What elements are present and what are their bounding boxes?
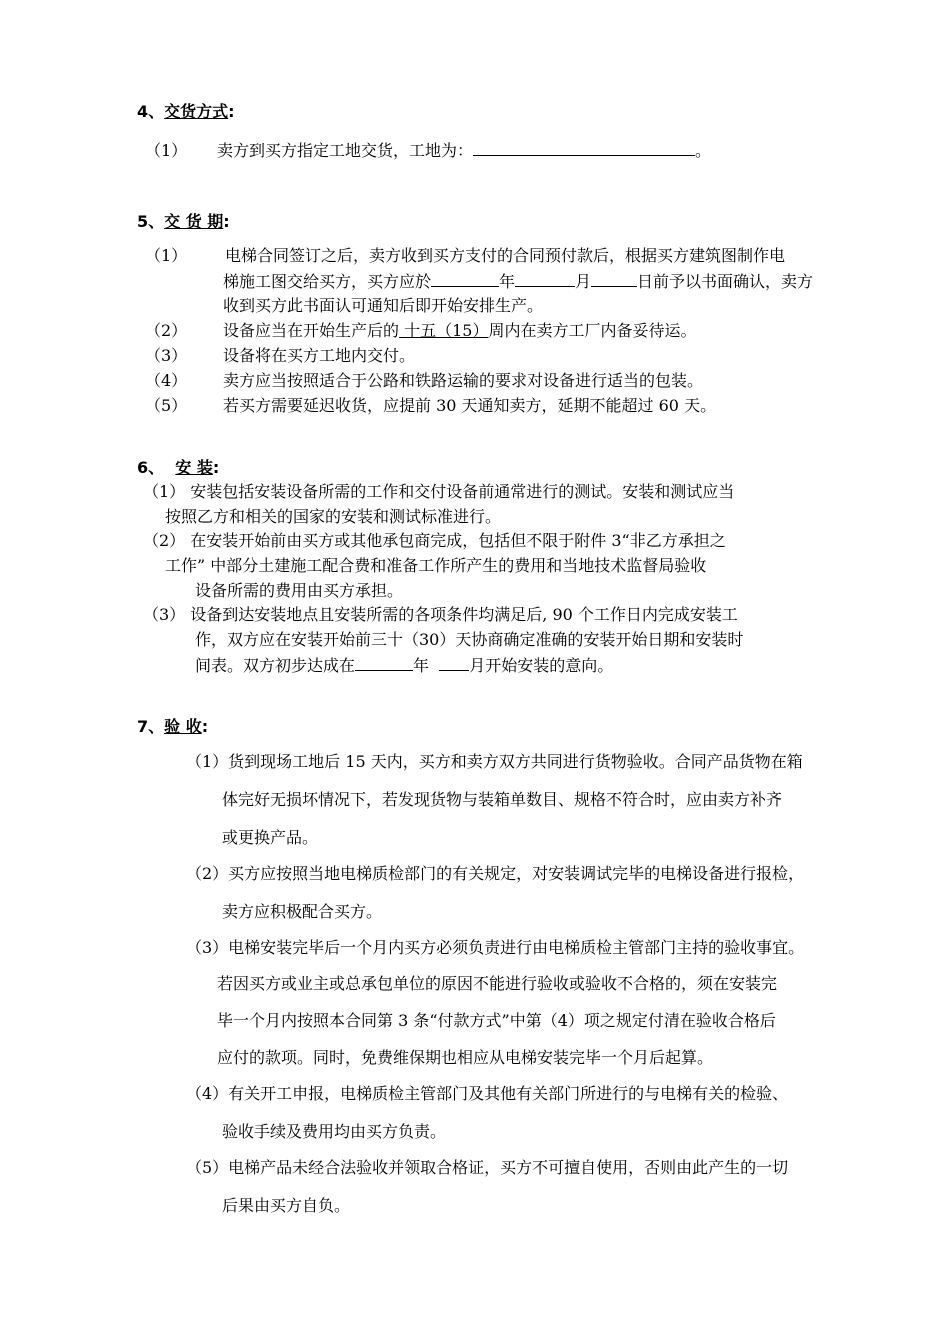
item-text: 间表。双方初步达成在 (195, 656, 356, 675)
item-text: 卖方应当按照适合于公路和铁路运输的要求对设备进行适当的包装。 (223, 371, 704, 390)
item-number: （1） (145, 141, 188, 160)
s6-item-2-line-2: 工作” 中部分土建施工配合费和准备工作所产生的费用和当地技术监督局验收 (165, 556, 707, 575)
item-text: 梯施工图交给买方，买方应於 (223, 272, 432, 291)
s6-item-2-line-1: （2） 在安装开始前由买方或其他承包商完成，包括但不限于附件 3“非乙方承担之 (143, 531, 726, 550)
section-7-heading (137, 716, 208, 738)
s5-item-1-line-2 (223, 270, 813, 293)
s5-item-4 (145, 370, 703, 392)
item-text: 卖方到买方指定工地交货，工地为： (217, 141, 474, 160)
s7-item-3-line-4: 应付的款项。同时，免费维保期也相应从电梯安装完毕一个月后起算。 (217, 1048, 714, 1067)
blank-year (431, 270, 499, 287)
section-number: 5、 (137, 212, 165, 231)
s7-item-1-line-2: 体完好无损坏情况下，若发现货物与装箱单数目、规格不符合时，应由卖方补齐 (222, 790, 783, 809)
section-colon: : (212, 458, 220, 477)
s7-item-4-line-2: 验收手续及费用均由买方负责。 (222, 1122, 447, 1141)
section-colon: : (201, 717, 209, 736)
section-5-heading (137, 211, 230, 233)
s6-item-3-line-2: 作，双方应在安装开始前三十（30）天协商确定准确的安装开始日期和安装时 (195, 630, 744, 649)
item-text: 电梯合同签订之后，卖方收到买方支付的合同预付款后，根据买方建筑图制作电 (225, 246, 786, 265)
section-number: 7、 (137, 717, 165, 736)
item-text: 月开始安装的意向。 (469, 656, 614, 675)
s5-item-3 (145, 345, 415, 367)
s6-item-3-line-3 (195, 654, 613, 677)
blank-day (591, 270, 637, 287)
section-title: 安 装 (175, 458, 213, 477)
s7-item-3-line-1: （3）电梯安装完毕后一个月内买方必须负责进行由电梯质检主管部门主持的验收事宜。 (186, 938, 805, 957)
s6-item-3-line-1: （3） 设备到达安装地点且安装所需的各项条件均满足后, 90 个工作日内完成安装工 (143, 605, 738, 624)
blank-month (439, 654, 469, 671)
s7-item-5-line-2: 后果由买方自负。 (222, 1196, 351, 1215)
section-number: 6、 (137, 458, 165, 477)
s7-item-3-line-2: 若因买方或业主或总承包单位的原因不能进行验收或验收不合格的，须在安装完 (217, 974, 778, 993)
item-text: 年 (499, 272, 516, 291)
item-underlined: 十五（15） (399, 321, 489, 340)
s7-item-3-line-3: 毕一个月内按照本合同第 3 条“付款方式”中第（4）项之规定付清在验收合格后 (217, 1011, 776, 1030)
blank-year (355, 654, 413, 671)
s4-item-1 (145, 139, 711, 162)
s7-item-1-line-3: 或更换产品。 (222, 828, 319, 847)
item-text: 设备将在买方工地内交付。 (223, 346, 416, 365)
s7-item-5-line-1: （5）电梯产品未经合法验收并领取合格证，买方不可擅自使用，否则由此产生的一切 (186, 1158, 789, 1177)
s7-item-1-line-1: （1）货到现场工地后 15 天内，买方和卖方双方共同进行货物验收。合同产品货物在箱 (186, 752, 803, 771)
item-text: 日前予以书面确认，卖方 (637, 272, 814, 291)
item-number: （5） (145, 396, 188, 415)
s6-item-1-line-2: 按照乙方和相关的国家的安装和测试标准进行。 (165, 507, 502, 526)
s5-item-1-line-3: 收到买方此书面认可通知后即开始安排生产。 (223, 296, 544, 315)
s7-item-4-line-1: （4）有关开工申报，电梯质检主管部门及其他有关部门所进行的与电梯有关的检验、 (186, 1084, 789, 1103)
section-title: 验 收 (164, 717, 202, 736)
section-title: 交货方式 (164, 102, 229, 121)
s5-item-5 (145, 395, 716, 417)
item-text: 周内在卖方工厂内备妥待运。 (488, 321, 697, 340)
section-title: 交 货 期 (164, 212, 224, 231)
s5-item-1-line-1 (145, 245, 785, 267)
section-number: 4、 (137, 102, 165, 121)
item-number: （2） (145, 321, 188, 340)
item-text: 设备应当在开始生产后的 (223, 321, 400, 340)
item-text: 年 (413, 656, 435, 675)
s7-item-2-line-2: 卖方应积极配合买方。 (222, 902, 383, 921)
item-number: （4） (145, 371, 188, 390)
s6-item-1-line-1: （1） 安装包括安装设备所需的工作和交付设备前通常进行的测试。安装和测试应当 (143, 482, 735, 501)
section-4-heading (137, 101, 235, 123)
blank-month (515, 270, 575, 287)
item-number: （1） (145, 246, 188, 265)
item-text: 若买方需要延迟收货，应提前 30 天通知卖方，延期不能超过 60 天。 (223, 396, 717, 415)
item-text: 月 (575, 272, 592, 291)
section-colon: : (223, 212, 230, 231)
s7-item-2-line-1: （2）买方应按照当地电梯质检部门的有关规定，对安装调试完毕的电梯设备进行报检， (186, 864, 805, 883)
item-number: （3） (145, 346, 188, 365)
section-6-heading (137, 457, 219, 479)
blank-line (473, 139, 695, 156)
section-colon: : (228, 102, 235, 121)
s6-item-2-line-3: 设备所需的费用由买方承担。 (195, 581, 404, 600)
item-end: 。 (695, 141, 712, 160)
s5-item-2 (145, 320, 696, 342)
